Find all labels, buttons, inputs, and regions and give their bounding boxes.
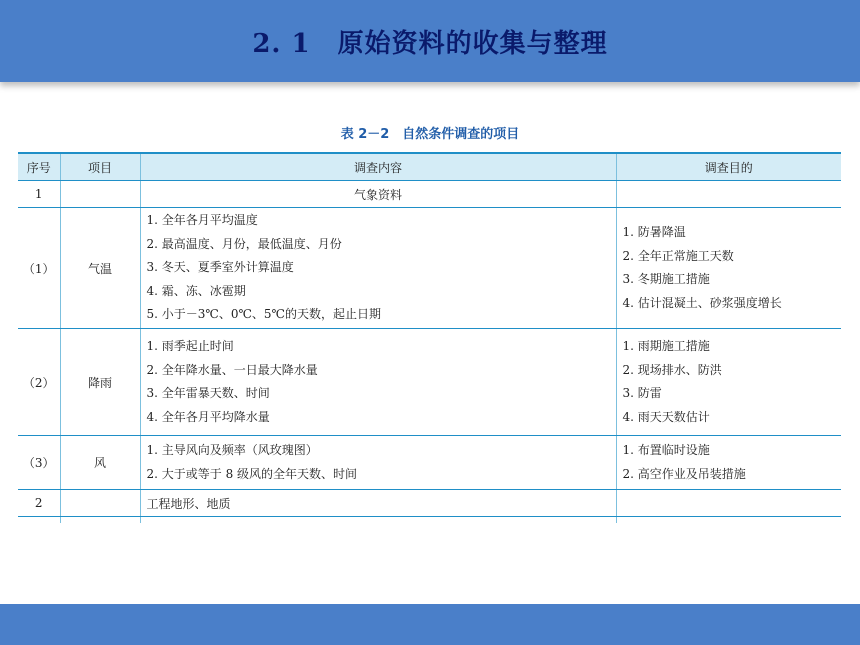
row-purpose — [616, 436, 841, 490]
continuation-cell — [140, 517, 616, 523]
row-content — [140, 329, 616, 436]
row-purpose — [616, 181, 841, 208]
content-line: 4. 全年各月平均降水量 — [146, 409, 270, 424]
row-index: （1） — [18, 208, 60, 329]
row-content: 气象资料 — [140, 181, 616, 208]
table-row — [18, 436, 841, 490]
slide-title: 2. 1 原始资料的收集与整理 — [252, 28, 608, 59]
content-line: 1. 主导风向及频率（风玫瑰图） — [146, 443, 318, 457]
content-line: 5. 小于－3℃、0℃、5℃的天数，起止日期 — [146, 307, 381, 322]
purpose-line: 4. 估计混凝土、砂浆强度增长 — [622, 295, 782, 310]
content-line: 2. 大于或等于 8 级风的全年天数、时间 — [146, 466, 358, 481]
table-row — [18, 181, 841, 208]
purpose-line: 3. 防雷 — [622, 386, 662, 400]
header-item: 项目 — [60, 153, 140, 181]
table-row — [18, 490, 841, 517]
table-row — [18, 329, 841, 436]
purpose-line: 1. 防暑降温 — [622, 225, 686, 239]
content-line: 1. 全年各月平均温度 — [146, 213, 258, 228]
row-purpose — [616, 208, 841, 329]
continuation-cell — [60, 517, 140, 523]
purpose-line: 2. 全年正常施工天数 — [622, 248, 734, 263]
row-item — [60, 490, 140, 517]
continuation-cell — [616, 517, 841, 523]
purpose-line: 1. 布置临时设施 — [622, 443, 710, 457]
header-purpose: 调查目的 — [616, 153, 841, 181]
row-purpose — [616, 490, 841, 517]
purpose-line: 4. 雨天天数估计 — [622, 409, 710, 424]
row-item: 气温 — [60, 208, 140, 329]
title-banner — [0, 0, 860, 82]
continuation-cell — [18, 517, 60, 523]
purpose-line: 2. 高空作业及吊装措施 — [622, 466, 746, 481]
row-content — [140, 208, 616, 329]
table-header-row — [18, 153, 841, 181]
content-line: 1. 雨季起止时间 — [146, 339, 234, 353]
survey-items-table — [18, 152, 841, 523]
content-line: 2. 最高温度、月份，最低温度、月份 — [146, 236, 342, 251]
row-content — [140, 436, 616, 490]
table-row-continuation — [18, 517, 841, 523]
purpose-line: 2. 现场排水、防洪 — [622, 362, 722, 377]
footer-banner — [0, 604, 860, 645]
purpose-line: 1. 雨期施工措施 — [622, 339, 710, 353]
header-index: 序号 — [18, 153, 60, 181]
row-index: 1 — [18, 181, 60, 208]
row-item: 风 — [60, 436, 140, 490]
row-item — [60, 181, 140, 208]
content-line: 2. 全年降水量、一日最大降水量 — [146, 362, 318, 377]
content-line: 3. 全年雷暴天数、时间 — [146, 386, 270, 400]
row-index: 2 — [18, 490, 60, 517]
row-content: 工程地形、地质 — [140, 490, 616, 517]
table-caption: 表 2－2 自然条件调查的项目 — [340, 127, 520, 142]
row-item: 降雨 — [60, 329, 140, 436]
content-line: 4. 霜、冻、冰雹期 — [146, 283, 246, 298]
purpose-line: 3. 冬期施工措施 — [622, 272, 710, 286]
row-purpose — [616, 329, 841, 436]
header-content: 调查内容 — [140, 153, 616, 181]
table-row — [18, 208, 841, 329]
row-index: （3） — [18, 436, 60, 490]
row-index: （2） — [18, 329, 60, 436]
content-line: 3. 冬天、夏季室外计算温度 — [146, 260, 294, 275]
